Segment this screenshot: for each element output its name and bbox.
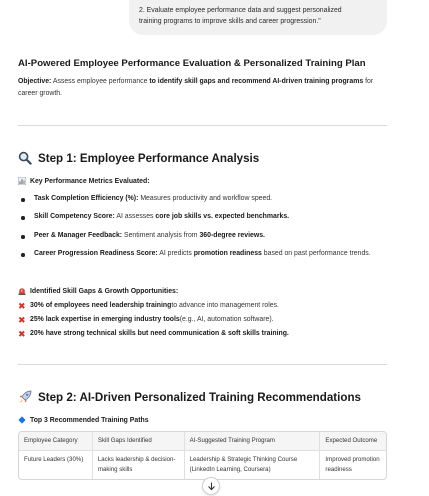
section-divider	[18, 364, 387, 365]
metric-name: Task Completion Efficiency (%):	[34, 195, 139, 202]
table-cell: Improved promotion readiness	[325, 456, 380, 473]
cross-mark-icon: ✖	[18, 315, 26, 325]
section-divider	[18, 125, 387, 126]
step1-title: Step 1: Employee Performance Analysis	[38, 151, 260, 165]
metric-desc: Measures productivity and workflow speed.	[138, 195, 273, 202]
gaps-heading	[18, 287, 178, 295]
rocket-icon	[18, 390, 32, 404]
gap-text: (e.g., AI, automation software).	[179, 316, 274, 323]
metric-name: Career Progression Readiness Score:	[34, 250, 158, 257]
table-row	[19, 451, 386, 480]
skill-gap-item	[18, 314, 274, 326]
blue-diamond-icon	[18, 416, 26, 424]
training-paths-heading-text: Top 3 Recommended Training Paths	[30, 416, 149, 424]
training-paths-heading	[18, 416, 149, 424]
table-header-cell: Skill Gaps Identified	[92, 432, 184, 451]
metric-item	[18, 248, 387, 260]
user-message-line-1: 2. Evaluate employee performance data and suggest personalized	[139, 7, 342, 14]
metric-desc: Sentiment analysis from	[122, 232, 200, 239]
table-header-row	[19, 432, 386, 451]
table-cell: Leadership & Strategic Thinking Course (LinkedIn Learning, Coursera)	[184, 451, 320, 480]
metric-desc-bold: promotion readiness	[193, 250, 262, 257]
table-header-cell: Expected Outcome	[320, 432, 386, 451]
metric-name: Peer & Manager Feedback:	[34, 232, 123, 239]
gap-bold: 25% lack expertise in emerging industry tools	[30, 316, 180, 323]
training-table	[18, 431, 387, 480]
objective-text-1: Assess employee performance	[51, 78, 150, 85]
step2-heading	[18, 390, 361, 404]
metric-desc-bold: core job skills vs. expected benchmarks.	[155, 213, 290, 220]
alarm-light-icon	[18, 287, 26, 295]
metrics-heading-text: Key Performance Metrics Evaluated:	[30, 177, 150, 185]
metric-item	[18, 230, 387, 242]
step2-title: Step 2: AI-Driven Personalized Training Recommendations	[38, 390, 361, 404]
step1-heading	[18, 151, 259, 165]
metric-item	[18, 193, 387, 205]
objective-paragraph	[18, 76, 378, 99]
metric-desc: AI assesses	[114, 213, 156, 220]
cross-mark-icon: ✖	[18, 329, 26, 339]
metric-name: Skill Competency Score:	[34, 213, 115, 220]
gap-bold: 30% of employees need leadership training	[30, 302, 172, 309]
cross-mark-icon: ✖	[18, 301, 26, 311]
gap-text: to advance into management roles.	[171, 302, 279, 309]
table-header-cell: AI-Suggested Training Program	[184, 432, 320, 451]
user-message-line-2: training programs to improve skills and career progression."	[139, 18, 321, 25]
user-message-bubble	[129, 0, 387, 35]
metric-item	[18, 211, 387, 223]
skill-gap-item	[18, 300, 279, 312]
skill-gap-item	[18, 328, 289, 340]
gap-bold: 20% have strong technical skills but need communication & soft skills training.	[30, 330, 289, 337]
table-cell: Future Leaders (30%)	[19, 451, 92, 480]
bullet-dot	[21, 216, 25, 220]
metric-desc-tail: based on past performance trends.	[261, 250, 371, 257]
bar-chart-icon	[18, 177, 26, 185]
metric-desc-bold: 360-degree reviews.	[199, 232, 265, 239]
table-header-cell: Employee Category	[19, 432, 92, 451]
bullet-dot	[21, 235, 25, 239]
arrow-down-icon	[207, 482, 216, 491]
magnifier-icon	[18, 151, 32, 165]
metrics-heading	[18, 177, 150, 185]
objective-text-2: for career growth.	[18, 78, 374, 97]
metric-desc: AI predicts	[157, 250, 194, 257]
objective-bold-1: to identify skill gaps and recommend AI-driven training programs	[149, 78, 364, 85]
table-cell: Lacks leadership & decision-making skills	[92, 451, 184, 480]
objective-label: Objective:	[18, 78, 52, 85]
gaps-heading-text: Identified Skill Gaps & Growth Opportunities:	[30, 287, 179, 295]
plan-title: AI-Powered Employee Performance Evaluation & Personalized Training Plan	[18, 58, 366, 69]
bullet-dot	[21, 198, 25, 202]
scroll-to-bottom-button[interactable]	[202, 477, 220, 495]
bullet-dot	[21, 253, 25, 257]
